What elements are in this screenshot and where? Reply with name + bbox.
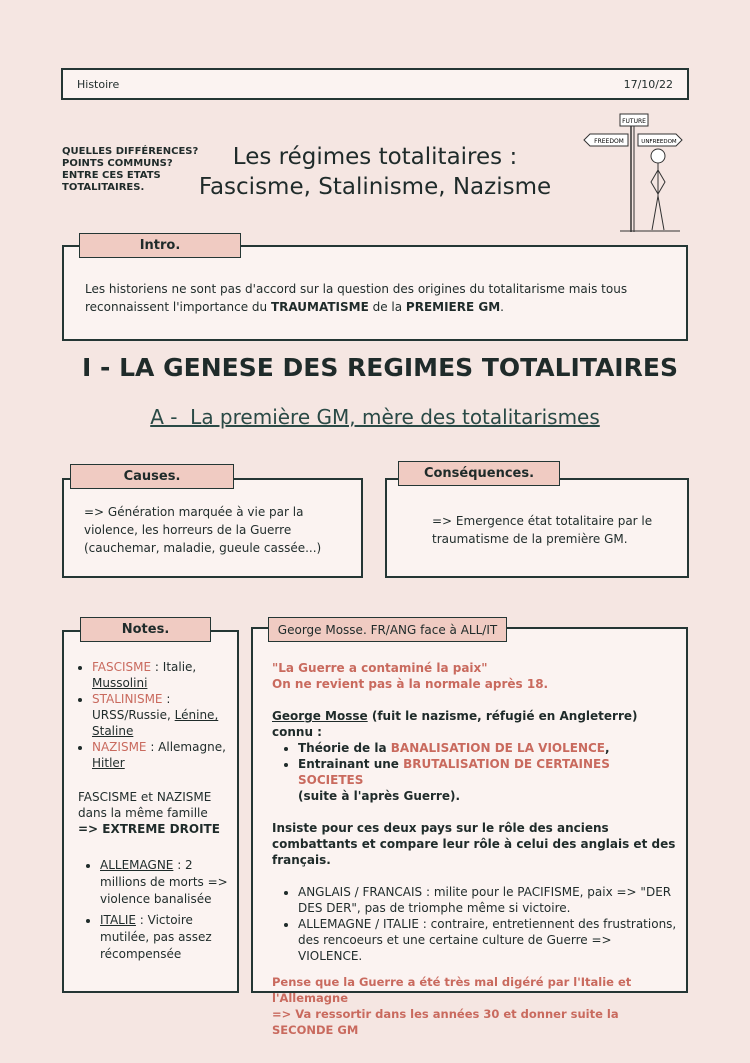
notes-country: ITALIE	[100, 913, 136, 927]
notes-rest: : Allemagne,	[146, 740, 226, 754]
header-bar	[61, 68, 689, 100]
mosse-theory-text: Entrainant une	[298, 757, 404, 771]
notes-name: Mussolini	[92, 676, 148, 690]
consequences-tab: Conséquences.	[398, 461, 560, 486]
side-question-line: QUELLES DIFFÉRENCES?	[62, 146, 199, 157]
list-item	[298, 740, 677, 756]
signpost-doodle	[580, 110, 685, 235]
mosse-theory-list	[272, 740, 677, 804]
notes-country-rest: : 2 millions de morts => violence banalisée	[100, 858, 228, 906]
consequences-text: => Emergence état totalitaire par le traumatisme de la première GM.	[432, 514, 653, 546]
intro-bold-traumatisme: TRAUMATISME	[270, 300, 369, 314]
mosse-conclusion-line: => Va ressortir dans les années 30 et donner suite la SECONDE GM	[272, 1007, 619, 1037]
list-item	[92, 691, 232, 739]
notes-rest: : Italie,	[151, 660, 197, 674]
notes-label: FASCISME	[92, 660, 152, 674]
sign-left-text: FREEDOM	[594, 138, 624, 145]
notes-label: STALINISME	[92, 692, 163, 706]
notes-list	[72, 659, 232, 771]
mosse-intro	[272, 708, 677, 740]
notes-name: Lénine, Staline	[92, 708, 219, 738]
subject-label: Histoire	[77, 77, 120, 91]
list-item	[100, 857, 232, 908]
notes-name: Hitler	[92, 756, 125, 770]
intro-text-part: de la	[368, 300, 406, 314]
date-label: 17/10/22	[623, 77, 673, 91]
mosse-insist: Insiste pour ces deux pays sur le rôle des anciens combattants et compare leur rôle à celui des anglais et des français.	[272, 821, 676, 867]
mosse-theory-text: Théorie de la	[298, 741, 391, 755]
notes-label: NAZISME	[92, 740, 147, 754]
mosse-quote-2: On ne revient pas à la normale après 18.	[272, 677, 549, 691]
list-item: • ALLEMAGNE / ITALIE : contraire, entretiennent des frustrations, des rencoeurs et une certaine culture de Guerre => VIOLENCE.	[298, 916, 677, 964]
sign-top-text: FUTURE	[622, 118, 646, 125]
mosse-conclusion	[272, 974, 677, 1038]
notes-content	[72, 659, 232, 963]
intro-text	[85, 280, 645, 316]
sign-right-text: UNFREEDOM	[641, 139, 677, 145]
notes-country-rest: : Victoire mutilée, pas assez récompensée	[100, 913, 212, 961]
notes-family	[72, 789, 232, 837]
list-item	[92, 739, 232, 771]
notes-country: ALLEMAGNE	[100, 858, 174, 872]
intro-tab: Intro.	[79, 233, 241, 258]
list-item	[298, 756, 677, 804]
intro-text-part: Les historiens ne sont pas d'accord sur la question des origines du totalitarisme mais tous reconnaissent l'importance du	[85, 282, 628, 314]
notes-rest: : URSS/Russie,	[92, 692, 175, 722]
mosse-theory-red: BANALISATION DE LA VIOLENCE	[390, 741, 606, 755]
side-question-line: POINTS COMMUNS?	[62, 158, 173, 169]
mosse-compare-list	[272, 884, 677, 964]
mosse-name: George Mosse	[272, 709, 368, 723]
mosse-content	[272, 660, 677, 1038]
mosse-conclusion-line: Pense que la Guerre a été très mal digéré par l'Italie et l'Allemagne	[272, 975, 632, 1005]
mosse-theory-red: BRUTALISATION DE CERTAINES SOCIETES	[298, 757, 610, 787]
page-title	[170, 142, 580, 202]
causes-text: => Génération marquée à vie par la violence, les horreurs de la Guerre (cauchemar, maladie, gueule cassée...)	[84, 505, 322, 555]
causes-tab: Causes.	[70, 464, 234, 489]
notes-tab: Notes.	[80, 617, 211, 642]
side-question-line: TOTALITAIRES.	[62, 182, 145, 193]
section-title: I - LA GENESE DES REGIMES TOTALITAIRES	[82, 353, 678, 382]
mosse-quote-1: "La Guerre a contaminé la paix"	[272, 661, 488, 675]
intro-bold-gm: PREMIERE GM	[405, 300, 501, 314]
intro-text-part: .	[500, 300, 504, 314]
mosse-tab: George Mosse. FR/ANG face à ALL/IT	[268, 617, 507, 642]
list-item: • ANGLAIS / FRANCAIS : milite pour le PACIFISME, paix => "DER DES DER", pas de triomphe même si victoire.	[298, 884, 677, 916]
title-line-2: Fascisme, Stalinisme, Nazisme	[198, 174, 552, 200]
side-question-line: ENTRE CES ETATS	[62, 170, 161, 181]
mosse-intro-rest: (fuit le nazisme, réfugié en Angleterre) connu :	[272, 709, 638, 739]
subsection-title: A - La première GM, mère des totalitarismes	[150, 405, 600, 429]
list-item	[100, 912, 232, 963]
title-line-1: Les régimes totalitaires :	[232, 144, 518, 170]
mosse-theory-end: (suite à l'après Guerre).	[298, 789, 461, 803]
mosse-theory-end: ,	[605, 741, 610, 755]
notes-list-2	[72, 857, 232, 963]
notes-family-text: FASCISME et NAZISME dans la même famille	[78, 790, 212, 820]
list-item	[92, 659, 232, 691]
notes-family-bold: => EXTREME DROITE	[78, 822, 220, 836]
